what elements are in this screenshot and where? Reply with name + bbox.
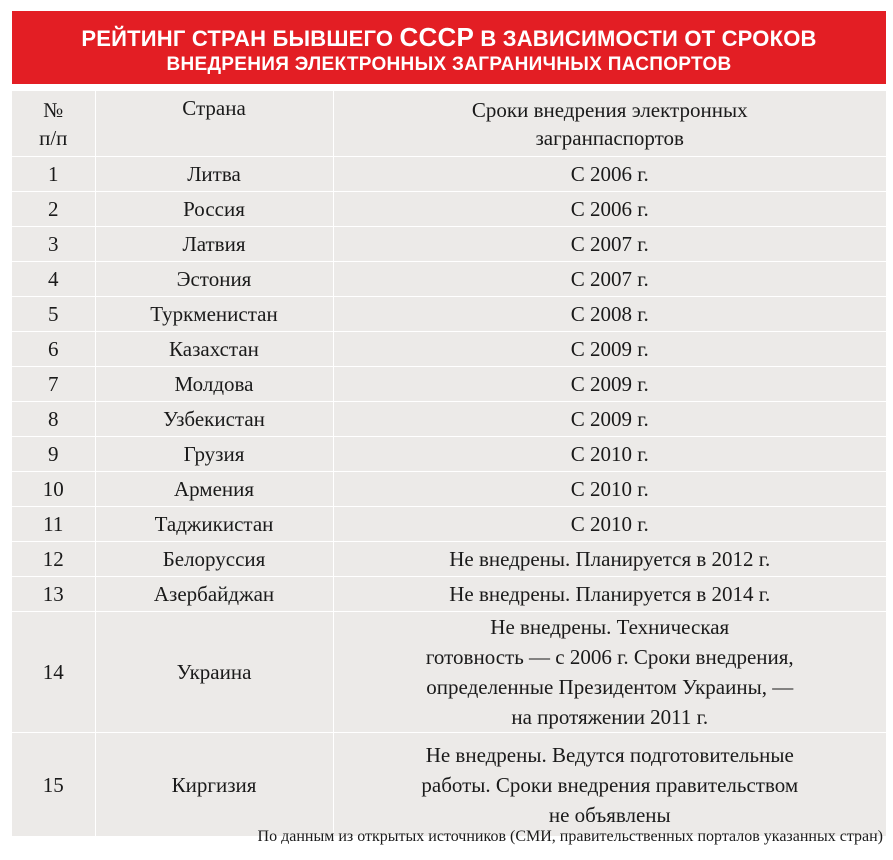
row-country: Казахстан xyxy=(95,332,333,367)
row-number: 7 xyxy=(12,367,95,402)
row-country: Азербайджан xyxy=(95,577,333,612)
table-row xyxy=(12,262,886,297)
row-number: 13 xyxy=(12,577,95,612)
row-number: 1 xyxy=(12,157,95,192)
table-row xyxy=(12,192,886,227)
table-row xyxy=(12,297,886,332)
header-dates xyxy=(333,91,886,157)
row-date: С 2009 г. xyxy=(333,402,886,437)
row-date: С 2007 г. xyxy=(333,262,886,297)
row-date: С 2010 г. xyxy=(333,507,886,542)
row-date: С 2009 г. xyxy=(333,332,886,367)
row-number: 2 xyxy=(12,192,95,227)
title-line-1 xyxy=(12,22,886,53)
title-line-2: ВНЕДРЕНИЯ ЭЛЕКТРОННЫХ ЗАГРАНИЧНЫХ ПАСПОРТОВ xyxy=(166,54,732,75)
row-country: Таджикистан xyxy=(95,507,333,542)
row-country: Украина xyxy=(95,612,333,733)
source-note: По данным из открытых источников (СМИ, правительственных порталов указанных стран) xyxy=(257,828,883,845)
row-date-line: работы. Сроки внедрения правительством xyxy=(421,772,799,797)
row-country: Белоруссия xyxy=(95,542,333,577)
row-date xyxy=(333,733,886,837)
row-number: 11 xyxy=(12,507,95,542)
row-number: 9 xyxy=(12,437,95,472)
row-country: Туркменистан xyxy=(95,297,333,332)
table-row xyxy=(12,332,886,367)
table-row xyxy=(12,437,886,472)
table-row xyxy=(12,733,886,837)
row-country: Узбекистан xyxy=(95,402,333,437)
header-dates-line-2: загранпаспортов xyxy=(535,125,684,150)
row-number: 6 xyxy=(12,332,95,367)
row-number: 8 xyxy=(12,402,95,437)
row-date: С 2008 г. xyxy=(333,297,886,332)
header-number xyxy=(12,91,95,157)
row-country: Латвия xyxy=(95,227,333,262)
row-number: 15 xyxy=(12,733,95,837)
row-country: Армения xyxy=(95,472,333,507)
row-date-line: определенные Президентом Украины, — xyxy=(426,675,794,699)
table-row xyxy=(12,402,886,437)
row-date: С 2010 г. xyxy=(333,472,886,507)
row-date-line: готовность — с 2006 г. Сроки внедрения, xyxy=(425,645,794,669)
row-number: 3 xyxy=(12,227,95,262)
row-date: Не внедрены. Планируется в 2012 г. xyxy=(333,542,886,577)
row-date: С 2007 г. xyxy=(333,227,886,262)
title-part-2: В ЗАВИСИМОСТИ ОТ СРОКОВ xyxy=(480,26,817,51)
title-part-1: РЕЙТИНГ СТРАН БЫВШЕГО xyxy=(81,26,394,51)
table-row xyxy=(12,367,886,402)
row-date-line: не объявлены xyxy=(548,802,671,827)
row-country: Молдова xyxy=(95,367,333,402)
row-number: 10 xyxy=(12,472,95,507)
row-country: Россия xyxy=(95,192,333,227)
row-country: Литва xyxy=(95,157,333,192)
table-row xyxy=(12,542,886,577)
row-date: С 2009 г. xyxy=(333,367,886,402)
row-date-line: Не внедрены. Техническая xyxy=(490,615,730,639)
header-number-line-1: № xyxy=(43,97,64,122)
row-country: Эстония xyxy=(95,262,333,297)
header-dates-line-1: Сроки внедрения электронных xyxy=(471,97,748,122)
row-number: 12 xyxy=(12,542,95,577)
row-country: Грузия xyxy=(95,437,333,472)
table-row xyxy=(12,507,886,542)
table-row xyxy=(12,157,886,192)
header-country: Страна xyxy=(95,91,333,157)
table-header-row xyxy=(12,91,886,157)
row-date: С 2010 г. xyxy=(333,437,886,472)
row-number: 14 xyxy=(12,612,95,733)
table-row xyxy=(12,472,886,507)
title-ussr: СССР xyxy=(399,22,474,52)
row-country: Киргизия xyxy=(95,733,333,837)
row-number: 5 xyxy=(12,297,95,332)
row-date: С 2006 г. xyxy=(333,157,886,192)
title-banner xyxy=(12,11,886,84)
header-number-line-2: п/п xyxy=(39,125,68,150)
row-number: 4 xyxy=(12,262,95,297)
table-row xyxy=(12,227,886,262)
row-date-line: Не внедрены. Ведутся подготовительные xyxy=(425,742,794,767)
rating-table xyxy=(12,91,886,837)
row-date xyxy=(333,612,886,733)
table-row xyxy=(12,577,886,612)
table-row xyxy=(12,612,886,733)
row-date: С 2006 г. xyxy=(333,192,886,227)
row-date-line: на протяжении 2011 г. xyxy=(511,705,709,729)
row-date: Не внедрены. Планируется в 2014 г. xyxy=(333,577,886,612)
